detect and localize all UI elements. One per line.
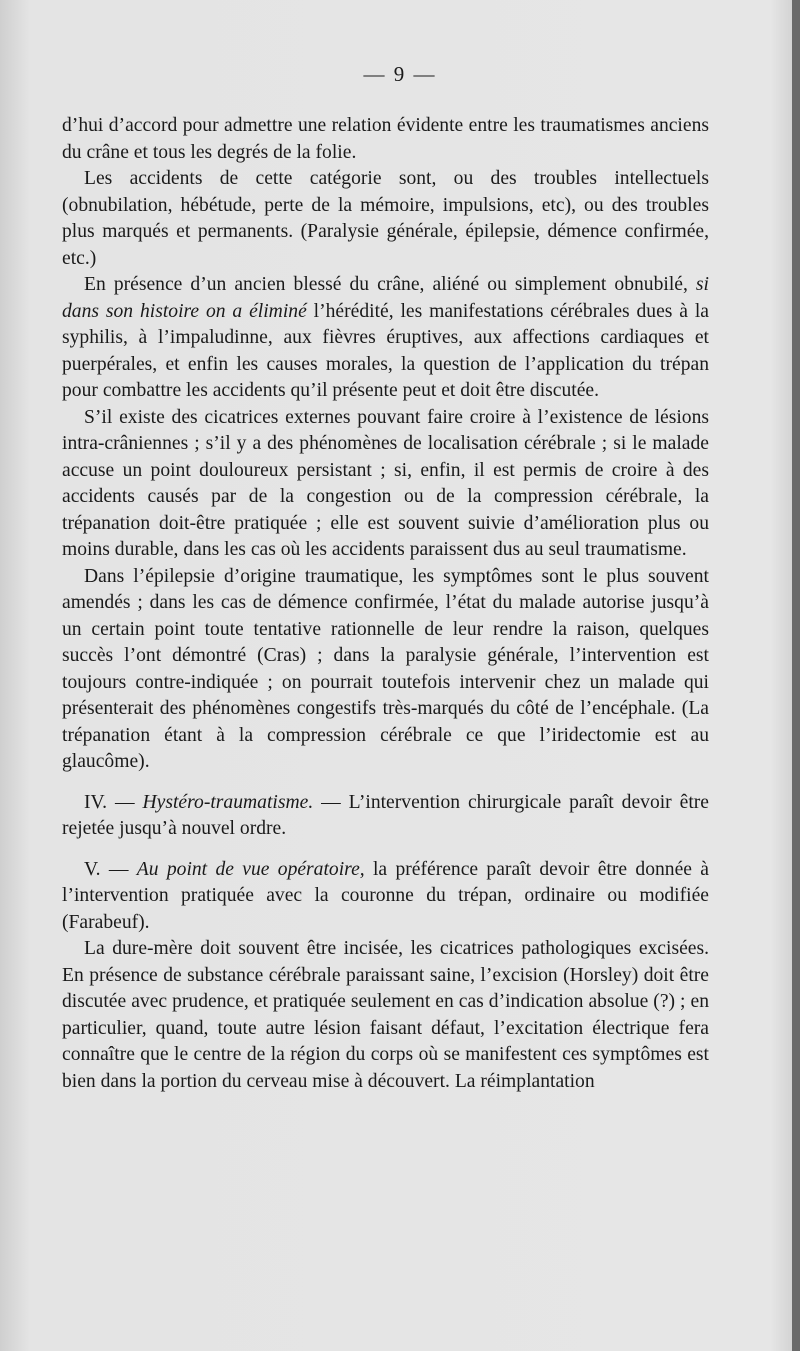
p3-text-before: En présence d’un ancien blessé du crâne, aliéné ou simplement obnubilé, <box>84 274 696 295</box>
section-iv <box>62 790 709 843</box>
section-iv-title: Hystéro-traumatisme. <box>142 791 314 813</box>
p3-text-after: l’hérédité, les manifestations cérébrales dues à la syphilis, à l’impaludinne, aux fièvres éruptives, aux affections cardiaques et puerpérales, et enfin les causes morales, la question de l’application du trépan pour combattre les accidents qu’il présente peut et doit être discutée. <box>62 300 709 401</box>
section-v-text: la préférence paraît devoir être donnée à l’intervention pratiquée avec la couronne du trépan, ordinaire ou modifiée (Farabeuf). <box>62 858 709 933</box>
p3-emphasis: si dans son histoire on a éliminé <box>62 274 709 322</box>
section-v <box>62 857 709 937</box>
section-iv-text: — L’intervention chirurgicale paraît devoir être rejetée jusqu’à nouvel ordre. <box>62 791 709 839</box>
section-v-number: V. — <box>84 858 137 880</box>
paragraph-accident-categories: Les accidents de cette catégorie sont, ou des troubles intellectuels (obnubilation, hébétude, perte de la mémoire, impulsions, etc), ou des troubles plus marqués et permanents. (Paralysie générale, épilepsie, démence confirmée, etc.) <box>62 168 709 269</box>
paragraph-epilepsy: Dans l’épilepsie d’origine traumatique, les symptômes sont le plus souvent amendés ; dans les cas de démence confirmée, l’état du malade autorise jusqu’à un certain point toute tentative rationnelle de leur rendre la raison, quelques succès l’ont démontré (Cras) ; dans la paralysie générale, l’intervention est toujours contre-indiquée ; on pourrait toutefois intervenir chez un malade qui présenterait des phénomènes congestifs très-marqués du côté de l’encéphale. (La trépanation étant à la compression cérébrale ce que l’iridectomie est au glaucôme). <box>62 565 709 772</box>
paragraph-continuation: d’hui d’accord pour admettre une relation évidente entre les traumatismes anciens du crâne et tous les degrés de la folie. <box>62 115 709 163</box>
body-text <box>62 113 709 1095</box>
page-number: — 9 — <box>363 62 437 86</box>
section-v-title: Au point de vue opératoire, <box>136 858 365 880</box>
paragraph-old-skull-injury <box>62 272 709 405</box>
section-iv-number: IV. — <box>84 791 143 813</box>
book-spine-edge <box>792 0 800 1351</box>
paragraph-dura-mater: La dure-mère doit souvent être incisée, les cicatrices pathologiques excisées. En présence de substance cérébrale paraissant saine, l’excision (Horsley) doit être discutée avec prudence, et pratiquée seulement en cas d’indication absolue (?) ; en particulier, quand, toute autre lésion faisant défaut, l’excitation électrique fera connaître que le centre de la région du corps où se manifestent ces symptômes est bien dans la portion du cerveau mise à découvert. La réimplantation <box>62 938 709 1092</box>
paragraph-external-scars: S’il existe des cicatrices externes pouvant faire croire à l’existence de lésions intra-crâniennes ; s’il y a des phénomènes de localisation cérébrale ; si le malade accuse un point douloureux persistant ; si, enfin, il est permis de croire à des accidents causés par de la congestion ou de la compression cérébrale, la trépanation doit-être pratiquée ; elle est souvent suivie d’amélioration plus ou moins durable, dans les cas où les accidents paraissent dus au seul traumatisme. <box>62 406 709 560</box>
